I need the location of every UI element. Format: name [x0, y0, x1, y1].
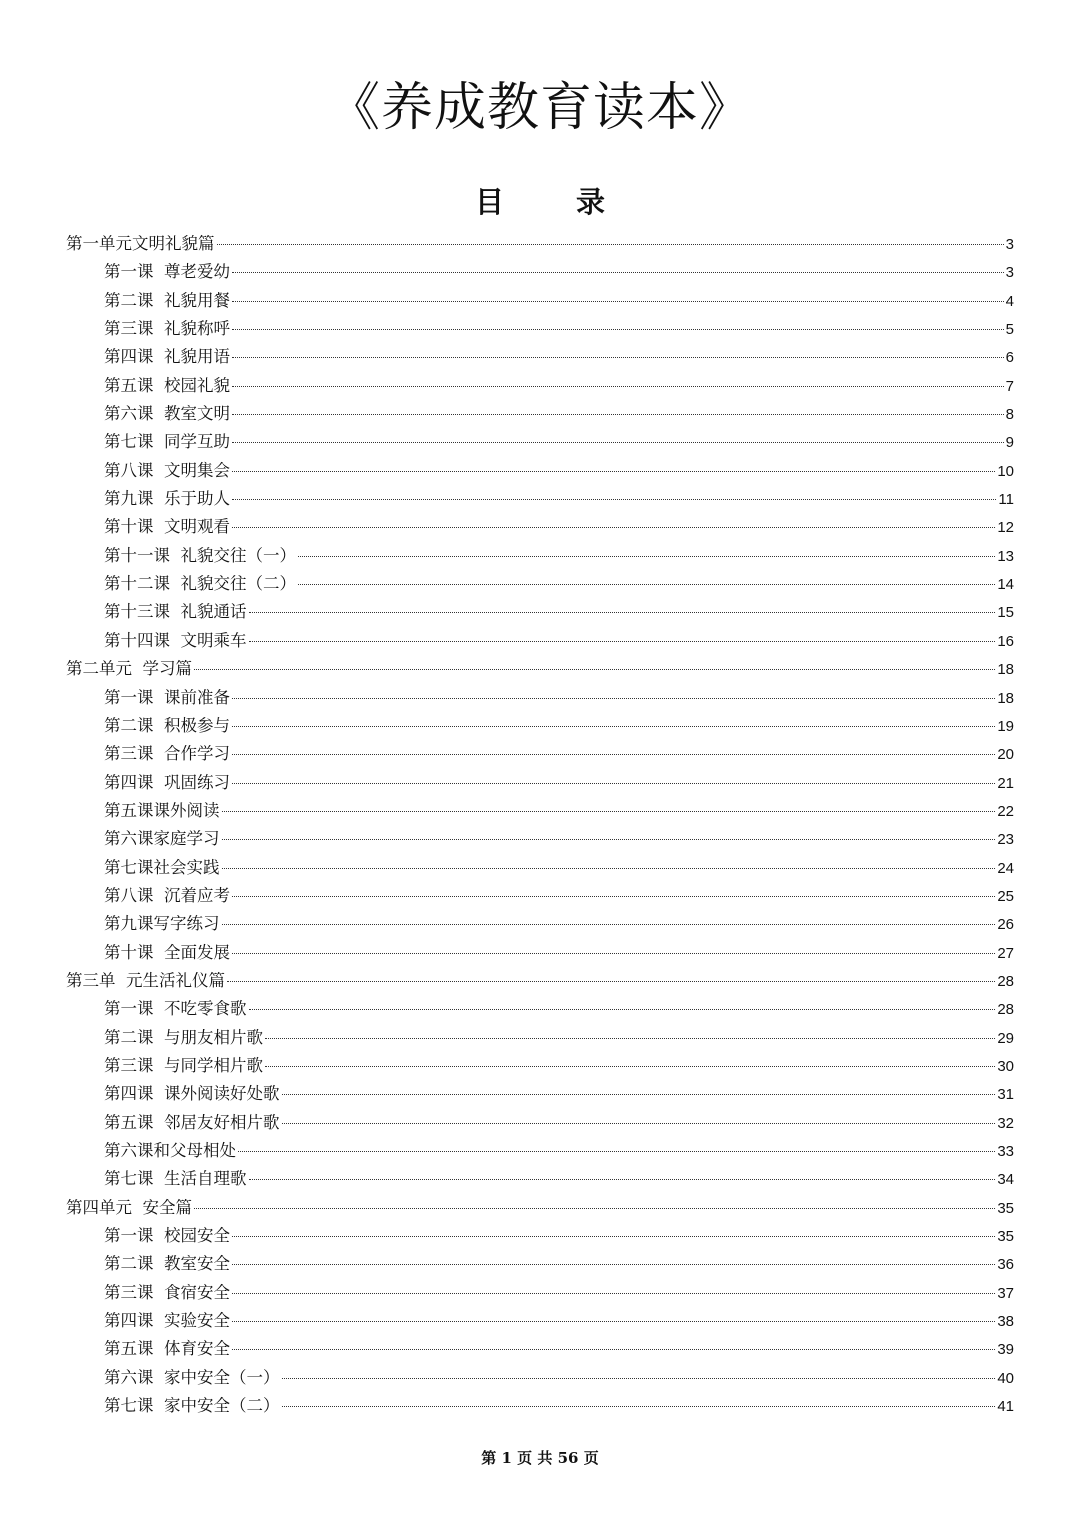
toc-dot-leader	[232, 953, 995, 954]
toc-entry-page: 30	[997, 1057, 1014, 1075]
toc-lesson-entry[interactable]	[66, 258, 1014, 286]
toc-dot-leader	[232, 1293, 995, 1294]
toc-lesson-entry[interactable]	[66, 1109, 1014, 1137]
toc-entry-label: 第一课 尊老爱幼	[104, 262, 230, 282]
toc-dot-leader	[232, 1236, 995, 1237]
toc-dot-leader	[282, 1123, 996, 1124]
toc-entry-page: 15	[997, 604, 1014, 622]
toc-entry-label: 第八课 沉着应考	[104, 885, 230, 905]
toc-dot-leader	[249, 641, 996, 642]
toc-entry-label: 第五课 体育安全	[104, 1339, 230, 1359]
toc-entry-label: 第七课 生活自理歌	[104, 1169, 247, 1189]
toc-entry-label: 第三课 与同学相片歌	[104, 1055, 263, 1075]
toc-entry-page: 28	[997, 1001, 1014, 1019]
toc-dot-leader	[249, 612, 996, 613]
document-title: 《养成教育读本》	[327, 78, 752, 138]
toc-lesson-entry[interactable]	[66, 627, 1014, 655]
toc-entry-label: 第十一课 礼貌交往（一）	[104, 545, 296, 565]
toc-dot-leader	[232, 726, 995, 727]
toc-entry-page: 34	[997, 1171, 1014, 1189]
toc-entry-page: 9	[1005, 434, 1014, 452]
toc-lesson-entry[interactable]	[66, 797, 1014, 825]
toc-entry-page: 10	[997, 462, 1014, 480]
toc-entry-label: 第五课课外阅读	[104, 800, 220, 820]
toc-entry-label: 第七课 家中安全（二）	[104, 1396, 280, 1416]
toc-entry-page: 28	[997, 972, 1014, 990]
toc-lesson-entry[interactable]	[66, 1279, 1014, 1307]
toc-dot-leader	[232, 527, 995, 528]
toc-lesson-entry[interactable]	[66, 1335, 1014, 1363]
toc-lesson-entry[interactable]	[66, 1392, 1014, 1420]
toc-lesson-entry[interactable]	[66, 995, 1014, 1023]
toc-lesson-entry[interactable]	[66, 939, 1014, 967]
toc-lesson-entry[interactable]	[66, 343, 1014, 371]
toc-dot-leader	[232, 1349, 995, 1350]
toc-lesson-entry[interactable]	[66, 740, 1014, 768]
toc-dot-leader	[232, 414, 1004, 415]
toc-dot-leader	[222, 839, 996, 840]
toc-entry-label: 第三单 元生活礼仪篇	[66, 970, 225, 990]
toc-lesson-entry[interactable]	[66, 1250, 1014, 1278]
toc-lesson-entry[interactable]	[66, 882, 1014, 910]
toc-entry-page: 27	[997, 944, 1014, 962]
toc-entry-label: 第三课 食宿安全	[104, 1282, 230, 1302]
toc-dot-leader	[298, 556, 995, 557]
toc-entry-label: 第四课 课外阅读好处歌	[104, 1084, 280, 1104]
toc-entry-page: 3	[1005, 264, 1014, 282]
toc-entry-page: 26	[997, 916, 1014, 934]
toc-dot-leader	[222, 924, 996, 925]
toc-lesson-entry[interactable]	[66, 485, 1014, 513]
toc-dot-leader	[194, 669, 995, 670]
toc-dot-leader	[232, 1264, 995, 1265]
toc-entry-label: 第六课 教室文明	[104, 404, 230, 424]
toc-heading-left: 目	[474, 185, 504, 219]
toc-lesson-entry[interactable]	[66, 684, 1014, 712]
toc-entry-label: 第十四课 文明乘车	[104, 630, 247, 650]
toc-dot-leader	[282, 1406, 996, 1407]
toc-entry-label: 第一单元文明礼貌篇	[66, 234, 215, 253]
toc-entry-label: 第二课 教室安全	[104, 1254, 230, 1274]
toc-dot-leader	[238, 1151, 995, 1152]
toc-entry-page: 40	[997, 1369, 1014, 1387]
toc-entry-label: 第二课 礼貌用餐	[104, 290, 230, 310]
toc-entry-label: 第三课 合作学习	[104, 744, 230, 764]
toc-dot-leader	[282, 1378, 996, 1379]
toc-entry-label: 第十三课 礼貌通话	[104, 602, 247, 622]
toc-entry-label: 第二课 与朋友相片歌	[104, 1027, 263, 1047]
toc-dot-leader	[217, 244, 1004, 245]
toc-entry-page: 38	[997, 1313, 1014, 1331]
toc-entry-page: 7	[1005, 377, 1014, 395]
toc-entry-page: 3	[1005, 236, 1014, 253]
toc-lesson-entry[interactable]	[66, 400, 1014, 428]
toc-entry-label: 第一课 校园安全	[104, 1226, 230, 1246]
toc-dot-leader	[265, 1038, 995, 1039]
toc-lesson-entry[interactable]	[66, 1052, 1014, 1080]
toc-lesson-entry[interactable]	[66, 1165, 1014, 1193]
toc-unit-entry[interactable]	[66, 655, 1014, 683]
toc-entry-label: 第五课 校园礼貌	[104, 375, 230, 395]
toc-unit-entry[interactable]	[66, 230, 1014, 258]
toc-heading	[0, 184, 1080, 220]
toc-lesson-entry[interactable]	[66, 428, 1014, 456]
toc-dot-leader	[232, 329, 1004, 330]
toc-entry-label: 第十二课 礼貌交往（二）	[104, 574, 296, 594]
toc-dot-leader	[194, 1208, 995, 1209]
toc-entry-page: 35	[997, 1199, 1014, 1217]
toc-dot-leader	[232, 301, 1004, 302]
toc-entry-label: 第四单元 安全篇	[66, 1197, 192, 1217]
toc-entry-page: 35	[997, 1228, 1014, 1246]
toc-dot-leader	[232, 386, 1004, 387]
toc-entry-page: 18	[997, 689, 1014, 707]
toc-dot-leader	[232, 783, 995, 784]
toc-entry-label: 第九课 乐于助人	[104, 489, 230, 509]
toc-entry-label: 第五课 邻居友好相片歌	[104, 1112, 280, 1132]
toc-dot-leader	[232, 442, 1004, 443]
toc-lesson-entry[interactable]	[66, 854, 1014, 882]
toc-entry-label: 第四课 礼貌用语	[104, 347, 230, 367]
toc-entry-label: 第三课 礼貌称呼	[104, 319, 230, 339]
toc-entry-page: 23	[997, 831, 1014, 849]
toc-entry-page: 14	[997, 576, 1014, 594]
toc-entry-label: 第八课 文明集会	[104, 460, 230, 480]
toc-lesson-entry[interactable]	[66, 1024, 1014, 1052]
toc-lesson-entry[interactable]	[66, 570, 1014, 598]
toc-entry-label: 第九课写字练习	[104, 914, 220, 934]
toc-entry-page: 24	[997, 859, 1014, 877]
toc-dot-leader	[265, 1066, 995, 1067]
toc-entry-label: 第二课 积极参与	[104, 715, 230, 735]
toc-entry-label: 第一课 课前准备	[104, 687, 230, 707]
table-of-contents	[66, 230, 1014, 1420]
toc-entry-page: 5	[1005, 321, 1014, 339]
toc-entry-page: 19	[997, 717, 1014, 735]
toc-dot-leader	[232, 499, 996, 500]
toc-entry-page: 29	[997, 1029, 1014, 1047]
toc-heading-right: 录	[576, 185, 606, 219]
toc-lesson-entry[interactable]	[66, 372, 1014, 400]
toc-dot-leader	[232, 357, 1004, 358]
toc-entry-label: 第六课 家中安全（一）	[104, 1367, 280, 1387]
toc-entry-page: 41	[997, 1398, 1014, 1416]
toc-lesson-entry[interactable]	[66, 910, 1014, 938]
toc-entry-label: 第二单元 学习篇	[66, 659, 192, 679]
toc-lesson-entry[interactable]	[66, 315, 1014, 343]
toc-entry-page: 8	[1005, 406, 1014, 424]
toc-entry-page: 32	[997, 1114, 1014, 1132]
toc-lesson-entry[interactable]	[66, 712, 1014, 740]
toc-entry-label: 第六课家庭学习	[104, 829, 220, 849]
toc-lesson-entry[interactable]	[66, 598, 1014, 626]
toc-dot-leader	[282, 1094, 996, 1095]
toc-entry-page: 31	[997, 1086, 1014, 1104]
toc-dot-leader	[232, 471, 995, 472]
toc-entry-page: 6	[1005, 349, 1014, 367]
toc-entry-page: 4	[1005, 292, 1014, 310]
toc-entry-page: 20	[997, 746, 1014, 764]
toc-entry-page: 21	[997, 774, 1014, 792]
toc-dot-leader	[232, 896, 995, 897]
toc-entry-page: 37	[997, 1284, 1014, 1302]
toc-lesson-entry[interactable]	[66, 769, 1014, 797]
toc-entry-page: 22	[997, 802, 1014, 820]
toc-entry-label: 第一课 不吃零食歌	[104, 999, 247, 1019]
toc-dot-leader	[232, 698, 995, 699]
page-footer: 第 1 页 共 56 页	[481, 1449, 599, 1467]
toc-entry-page: 16	[997, 632, 1014, 650]
toc-unit-entry[interactable]	[66, 967, 1014, 995]
toc-lesson-entry[interactable]	[66, 1080, 1014, 1108]
toc-entry-label: 第十课 文明观看	[104, 517, 230, 537]
toc-dot-leader	[249, 1179, 996, 1180]
toc-dot-leader	[298, 584, 995, 585]
toc-lesson-entry[interactable]	[66, 542, 1014, 570]
toc-entry-page: 39	[997, 1341, 1014, 1359]
toc-entry-page: 36	[997, 1256, 1014, 1274]
toc-lesson-entry[interactable]	[66, 1364, 1014, 1392]
toc-dot-leader	[249, 1009, 996, 1010]
toc-entry-label: 第七课社会实践	[104, 857, 220, 877]
toc-dot-leader	[222, 811, 996, 812]
toc-entry-label: 第四课 巩固练习	[104, 772, 230, 792]
toc-lesson-entry[interactable]	[66, 457, 1014, 485]
toc-entry-label: 第四课 实验安全	[104, 1311, 230, 1331]
toc-entry-page: 33	[997, 1143, 1014, 1160]
toc-lesson-entry[interactable]	[66, 1137, 1014, 1165]
toc-lesson-entry[interactable]	[66, 825, 1014, 853]
toc-unit-entry[interactable]	[66, 1194, 1014, 1222]
toc-dot-leader	[232, 754, 995, 755]
toc-entry-label: 第七课 同学互助	[104, 432, 230, 452]
toc-entry-label: 第六课和父母相处	[104, 1141, 236, 1160]
toc-entry-page: 18	[997, 661, 1014, 679]
toc-dot-leader	[232, 272, 1004, 273]
toc-dot-leader	[222, 868, 996, 869]
toc-entry-page: 13	[997, 547, 1014, 565]
toc-lesson-entry[interactable]	[66, 513, 1014, 541]
toc-lesson-entry[interactable]	[66, 1307, 1014, 1335]
toc-lesson-entry[interactable]	[66, 287, 1014, 315]
toc-dot-leader	[232, 1321, 995, 1322]
toc-entry-page: 12	[997, 519, 1014, 537]
toc-entry-label: 第十课 全面发展	[104, 942, 230, 962]
toc-lesson-entry[interactable]	[66, 1222, 1014, 1250]
toc-dot-leader	[227, 981, 995, 982]
toc-entry-page: 11	[998, 491, 1014, 509]
toc-entry-page: 25	[997, 887, 1014, 905]
